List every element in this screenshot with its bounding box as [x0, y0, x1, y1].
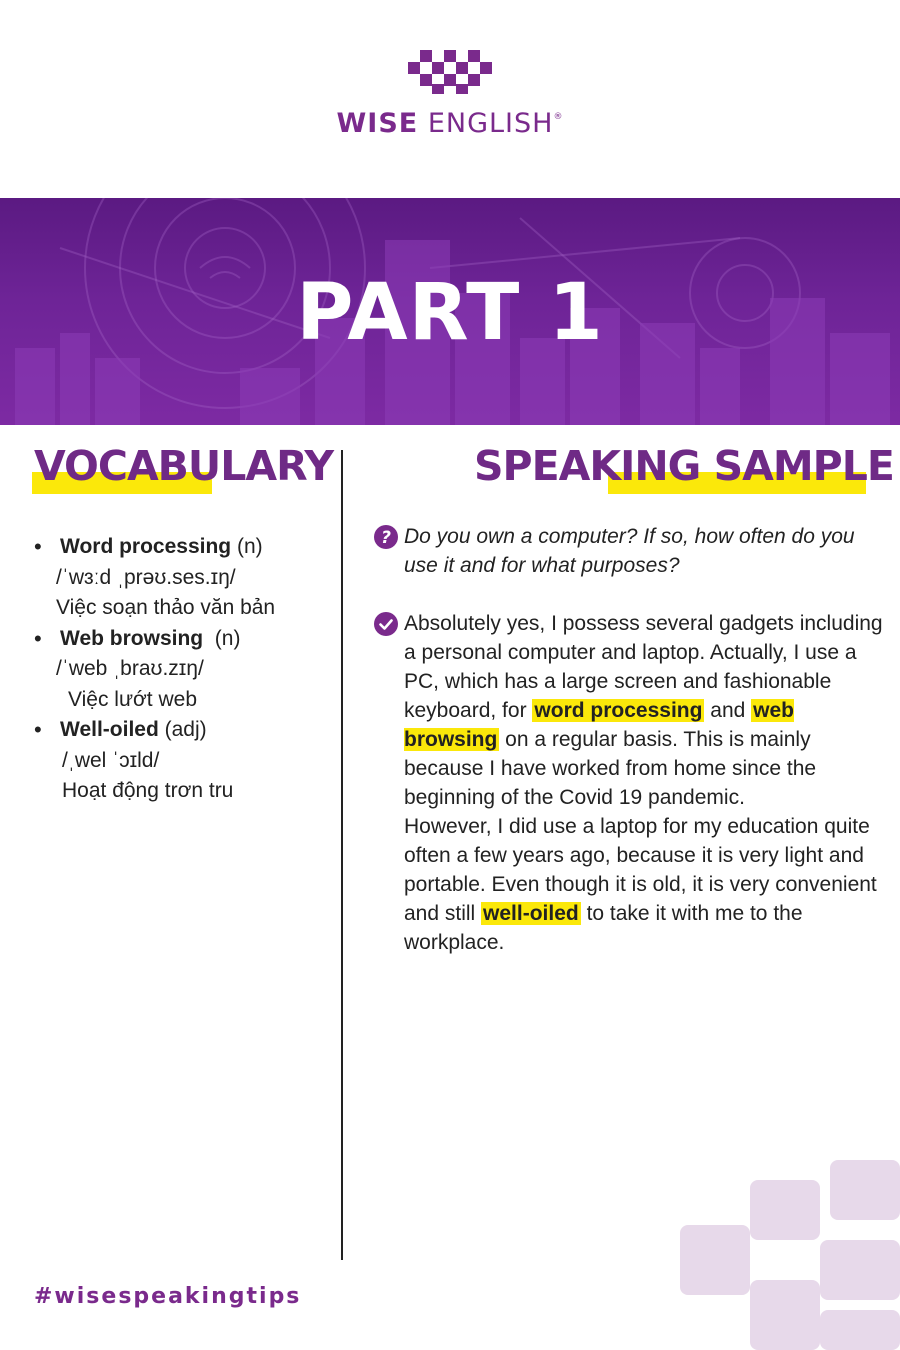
question-circle-icon	[374, 525, 398, 549]
sample-answer	[374, 609, 884, 957]
question-text: Do you own a computer? If so, how often do you use it and for what purposes?	[404, 525, 855, 577]
bullet: •	[34, 534, 42, 559]
answer-segment: However, I did use a laptop for my education quite often a few years ago, because it is very light and portable. Even though it is old, it is very convenient and still	[404, 815, 877, 925]
highlighted-term: well-oiled	[483, 902, 579, 925]
highlighted-term: web browsing	[404, 699, 794, 751]
svg-text:?: ?	[381, 528, 391, 548]
speaking-sample-heading	[474, 442, 894, 490]
answer-text	[404, 609, 884, 957]
brand-name-light: ENGLISH	[427, 108, 554, 139]
brand-logo	[0, 48, 900, 139]
check-circle-icon	[374, 612, 398, 636]
list-item	[34, 624, 334, 716]
list-item	[34, 715, 334, 807]
vocab-pos: (n)	[231, 535, 263, 558]
decorative-pattern	[680, 1150, 900, 1350]
sample-question	[374, 522, 884, 580]
column-divider	[341, 450, 343, 1260]
vocab-pos: (n)	[203, 626, 241, 650]
vocab-meaning: Việc soạn thảo văn bản	[56, 596, 276, 619]
vocab-word: Well-oiled	[60, 718, 159, 741]
highlighted-term: word processing	[534, 699, 703, 722]
speaking-sample-heading-text: SPEAKING SAMPLE	[474, 442, 894, 490]
answer-segment: to take it with me to the workplace.	[404, 902, 803, 954]
answer-segment: and	[704, 699, 752, 722]
answer-segment: Absolutely yes, I possess several gadgets including a personal computer and laptop. Actually, I use a PC, which has a large screen and fashionable keyboard, for	[404, 612, 883, 722]
vocabulary-heading	[34, 442, 333, 490]
title-banner	[0, 198, 900, 425]
vocab-word-line	[60, 624, 334, 655]
hashtag: #wisespeakingtips	[34, 1284, 302, 1309]
checkered-mark-icon	[408, 48, 492, 96]
part-title: PART 1	[296, 268, 604, 358]
vocab-word-line	[60, 532, 334, 563]
bullet: •	[34, 625, 42, 651]
vocab-ipa: /ˌwel ˈɔɪld/	[62, 748, 160, 772]
bullet: •	[34, 717, 42, 742]
vocab-word-line	[60, 715, 334, 746]
brand-name	[0, 108, 900, 139]
answer-segment: on a regular basis. This is mainly because I have worked from home since the beginning of the Covid 19 pandemic.	[404, 728, 817, 809]
brand-name-bold: WISE	[336, 108, 419, 139]
vocab-meaning: Hoạt động trơn tru	[62, 779, 234, 802]
vocab-word: Web browsing	[60, 626, 204, 650]
vocab-meaning: Việc lướt web	[68, 687, 197, 711]
registered-mark: ®	[553, 112, 564, 122]
vocabulary-heading-text: VOCABULARY	[34, 442, 334, 490]
vocab-ipa: /ˈweb ˌbraʊ.zɪŋ/	[56, 657, 204, 680]
vocabulary-list	[34, 532, 334, 807]
vocab-word: Word processing	[60, 535, 232, 558]
vocab-ipa: /ˈwɜːd ˌprəʊ.ses.ɪŋ/	[56, 565, 236, 589]
vocab-pos: (adj)	[158, 718, 207, 741]
list-item	[34, 532, 334, 624]
